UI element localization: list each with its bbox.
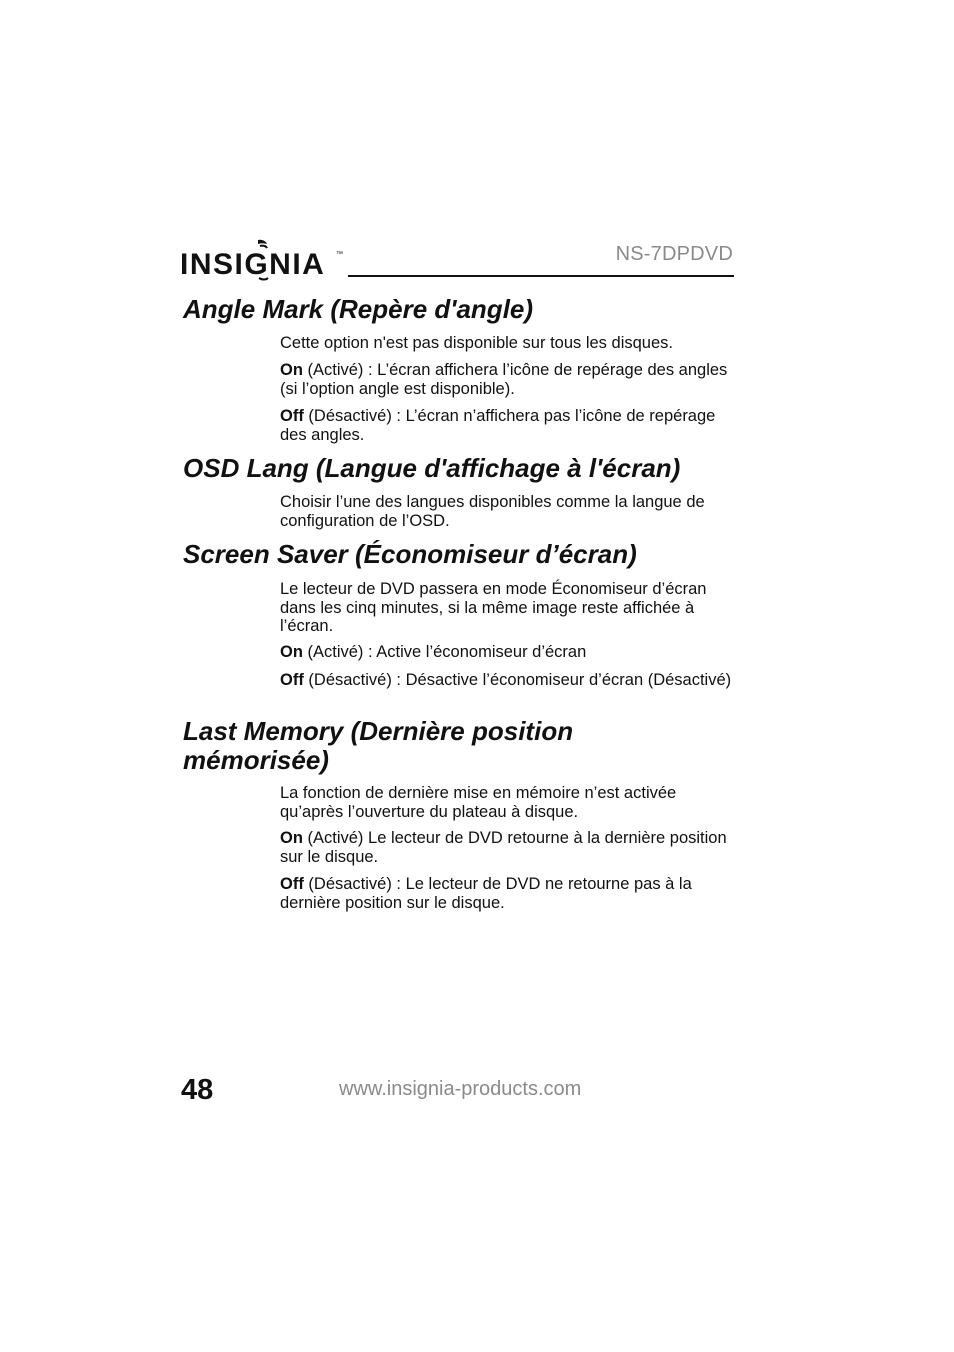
section-title-line: Last Memory (Dernière position — [183, 716, 574, 746]
option-description: (Désactivé) : Désactive l’économiseur d’écran (Désactivé) — [303, 671, 732, 689]
header-divider — [348, 275, 734, 277]
paragraph-option-off — [280, 671, 740, 690]
option-label: Off — [280, 671, 304, 689]
option-label: Off — [280, 875, 304, 893]
option-description: (Désactivé) : Le lecteur de DVD ne retourne pas à la dernière position sur le disque. — [280, 875, 692, 912]
trademark-symbol: ™ — [336, 251, 343, 258]
paragraph-option-on — [280, 643, 740, 662]
paragraph-text: Cette option n'est pas disponible sur tous les disques. — [280, 334, 673, 352]
insignia-logo — [180, 238, 350, 284]
paragraph — [280, 580, 740, 636]
paragraph — [280, 334, 740, 353]
section-title-screen-saver: Screen Saver (Économiseur d’écran) — [183, 539, 637, 569]
option-description: (Désactivé) : L’écran n’affichera pas l’icône de repérage des angles. — [280, 407, 716, 444]
paragraph-text: Le lecteur de DVD passera en mode Économiseur d’écran dans les cinq minutes, si la même image reste affichée à l’écran. — [280, 580, 707, 635]
option-label: Off — [280, 407, 304, 425]
option-label: On — [280, 361, 303, 379]
option-description: (Activé) Le lecteur de DVD retourne à la dernière position sur le disque. — [280, 829, 727, 866]
section-title-last-memory — [183, 717, 573, 775]
paragraph-text: La fonction de dernière mise en mémoire n’est activée qu’après l’ouverture du plateau à disque. — [280, 784, 677, 821]
paragraph — [280, 493, 740, 530]
paragraph-option-on — [280, 829, 740, 866]
page-number: 48 — [181, 1074, 214, 1106]
footer-url: www.insignia-products.com — [339, 1078, 582, 1100]
option-label: On — [280, 829, 303, 847]
section-title-osd-lang: OSD Lang (Langue d'affichage à l'écran) — [183, 453, 681, 483]
section-title-angle-mark: Angle Mark (Repère d'angle) — [183, 294, 534, 324]
paragraph-text: Choisir l’une des langues disponibles comme la langue de configuration de l’OSD. — [280, 493, 705, 530]
option-label: On — [280, 643, 303, 661]
option-description: (Activé) : Active l’économiseur d’écran — [302, 643, 587, 661]
paragraph-option-off — [280, 407, 740, 444]
model-number: NS-7DPDVD — [615, 243, 733, 265]
section-title-line: mémorisée) — [183, 745, 329, 775]
logo-wordmark: INSIGNIA — [180, 248, 326, 281]
paragraph — [280, 784, 740, 821]
paragraph-option-off — [280, 875, 740, 912]
paragraph-option-on — [280, 361, 740, 398]
option-description: (Activé) : L’écran affichera l’icône de repérage des angles (si l’option angle est disponible). — [280, 361, 728, 398]
